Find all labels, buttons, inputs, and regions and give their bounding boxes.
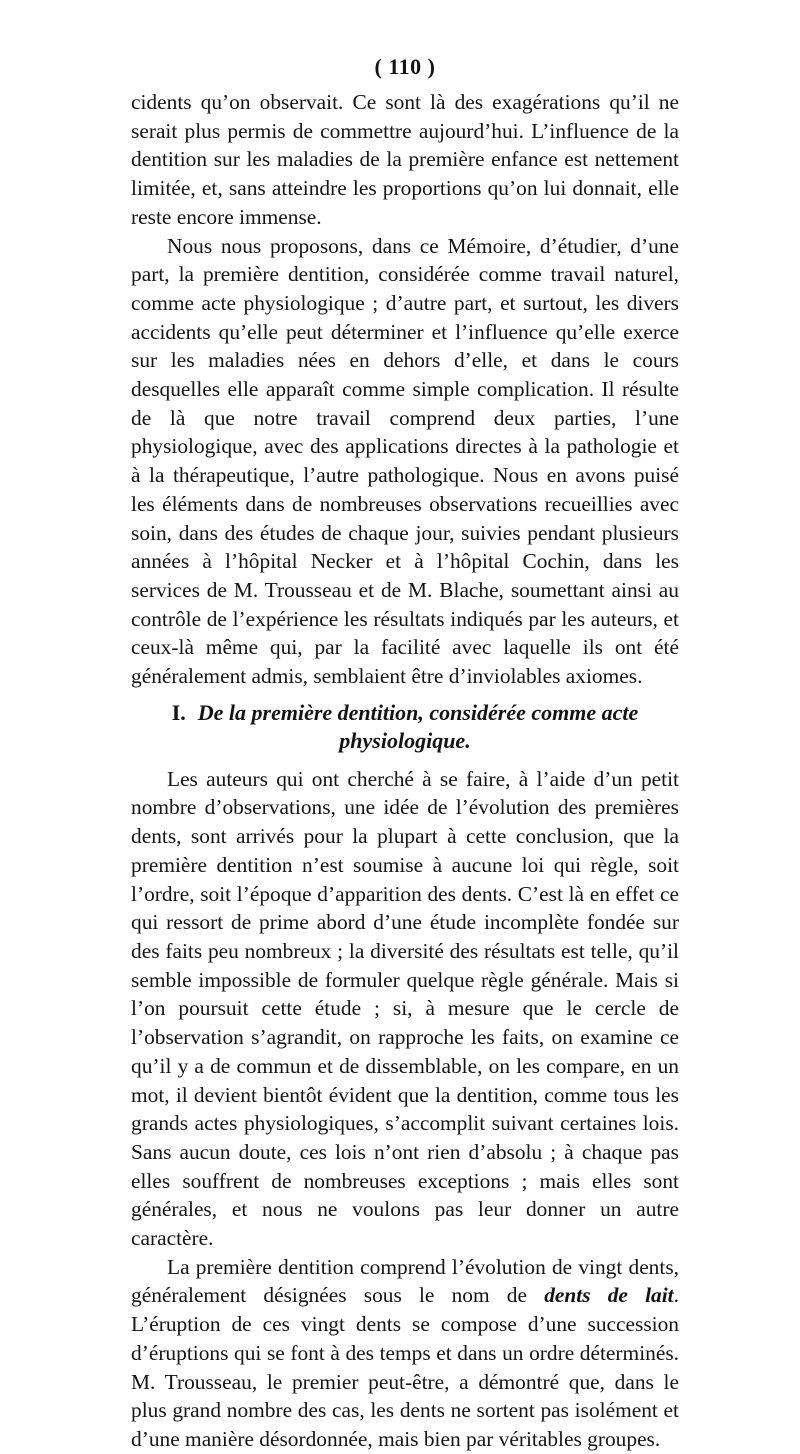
section-heading <box>131 699 679 755</box>
paragraph-continuation: cidents qu’on observait. Ce sont là des exagérations qu’il ne serait plus permis de commettre aujourd’hui. L’influence de la dentition sur les maladies de la première enfance est nettement limitée, et, sans atteindre les proportions qu’on lui donnait, elle reste encore immense. <box>131 90 679 229</box>
paragraph-memoire-purpose: Nous nous proposons, dans ce Mémoire, d’étudier, d’une part, la première dentition, considérée comme travail naturel, comme acte physiologique ; d’autre part, et surtout, les divers accidents qu’elle peut déterminer et l’influence qu’elle exerce sur les maladies nées en dehors d’elle, et dans le cours desquelles elle apparaît comme simple complication. Il résulte de là que notre travail comprend deux parties, l’une physiologique, avec des applications directes à la pathologie et à la thérapeutique, l’autre pathologique. Nous en avons puisé les éléments dans de nombreuses observations recueillies avec soin, dans des études de chaque jour, suivies pendant plusieurs années à l’hôpital Necker et à l’hôpital Cochin, dans les services de M. Trousseau et de M. Blache, soumettant ainsi au contrôle de l’expérience les résultats indiqués par les auteurs, et ceux-là même qui, par la facilité avec laquelle ils ont été généralement admis, semblaient être d’inviolables axiomes. <box>131 233 679 689</box>
emphasized-term: dents de lait <box>544 1283 674 1308</box>
section-title: De la première dentition, considérée comme acte physiologique. <box>197 699 639 753</box>
paragraph-dentition-laws: Les auteurs qui ont cherché à se faire, à l’aide d’un petit nombre d’observations, une idée de l’évolution des premières dents, sont arrivés pour la plupart à cette conclusion, que la première dentition n’est soumise à aucune loi qui règle, soit l’ordre, soit l’époque d’apparition des dents. C’est là en effet ce qui ressort de prime abord d’une étude incomplète fondée sur des faits peu nombreux ; la diversité des résultats est telle, qu’il semble impossible de formuler quelque règle générale. Mais si l’on poursuit cette étude ; si, à mesure que le cercle de l’observation s’agrandit, on rapproche les faits, on examine ce qu’il y a de commun et de dissemblable, on les compare, en un mot, il devient bientôt évident que la dentition, comme tous les grands actes physiologiques, s’accomplit suivant certaines lois. Sans aucun doute, ces lois n’ont rien d’absolu ; à chaque pas elles souffrent de nombreuses exceptions ; mais elles sont générales, et nous ne voulons pas leur donner un autre caractère. <box>131 766 679 1251</box>
section-number: I. <box>171 699 186 725</box>
book-page <box>131 54 679 1454</box>
paragraph-twenty-teeth <box>131 1253 679 1454</box>
paragraph-text-after: . L’éruption de ces vingt dents se compose d’une succession d’éruptions qui se font à des temps et dans un ordre déterminés. M. Trousseau, le premier peut-être, a démontré que, dans le plus grand nombre des cas, les dents ne sortent pas isolément et d’une manière désordonnée, mais bien par véritables groupes. <box>131 1283 679 1451</box>
page-number: ( 110 ) <box>374 54 436 79</box>
paragraph-text-before: La première dentition comprend l’évolution de vingt dents, généralement désignées sous le nom de <box>131 1254 679 1308</box>
